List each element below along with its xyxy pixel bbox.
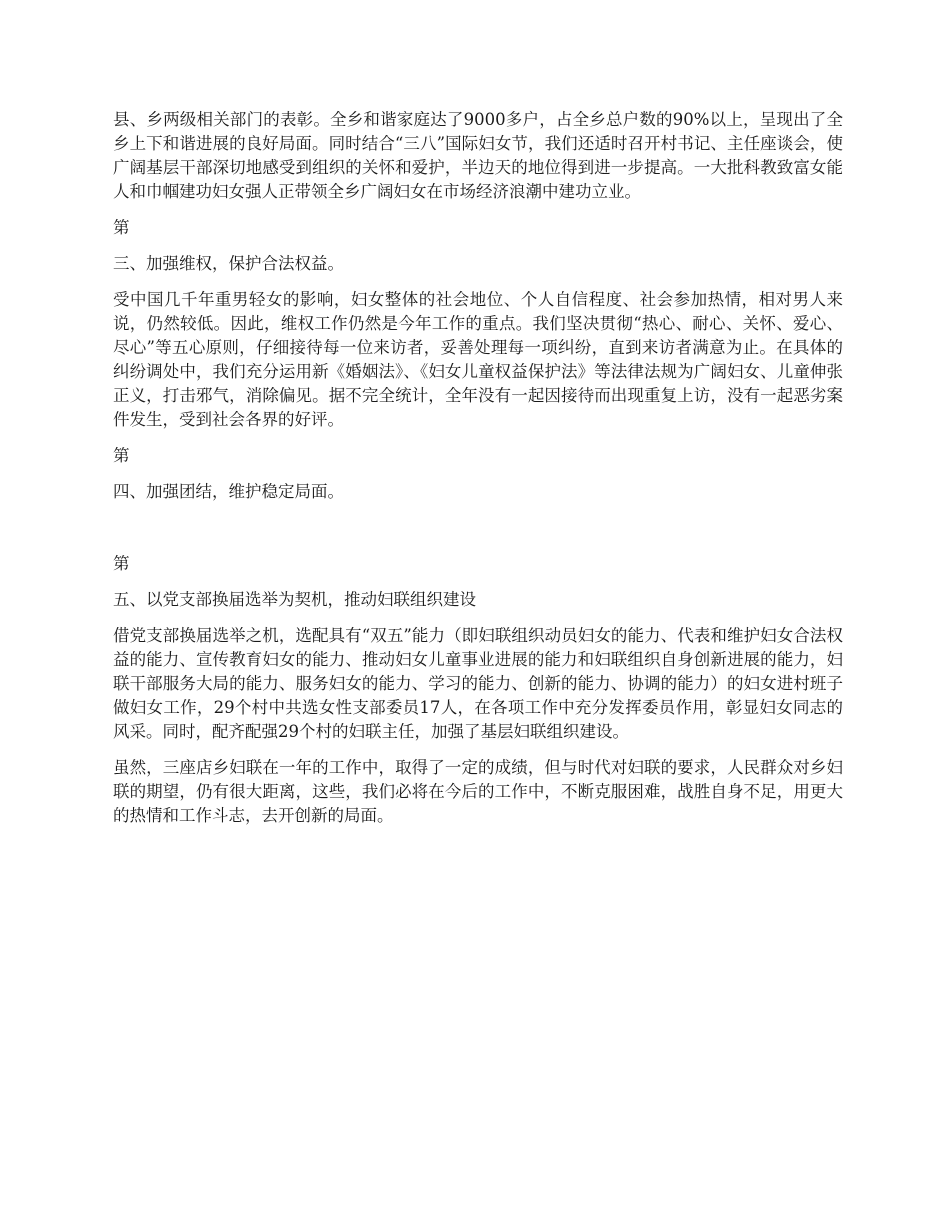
section-marker-3: 第 — [113, 554, 130, 573]
section-heading-3: 三、加强维权，保护合法权益。 — [113, 254, 344, 273]
section-marker-2: 第 — [113, 446, 130, 465]
section-heading-4: 四、加强团结，维护稳定局面。 — [113, 482, 344, 501]
paragraph-1: 县、乡两级相关部门的表彰。全乡和谐家庭达了9000多户，占全乡总户数的90%以上，呈现出了全乡上下和谐进展的良好局面。同时结合“三八”国际妇女节，我们还适时召开村书记、主任座谈会，使广阔基层干部深切地感受到组织的关怀和爱护，半边天的地位得到进一步提高。一大批科教致富女能人和巾帼建功妇女强人正带领全乡广阔妇女在市场经济浪潮中建功立业。 — [113, 110, 843, 201]
paragraph-3: 借党支部换届选举之机，选配具有“双五”能力（即妇联组织动员妇女的能力、代表和维护妇女合法权益的能力、宣传教育妇女的能力、推动妇女儿童事业进展的能力和妇联组织自身创新进展的能力，妇联干部服务大局的能力、服务妇女的能力、学习的能力、创新的能力、协调的能力）的妇女进村班子做妇女工作，29个村中共选女性支部委员17人，在各项工作中充分发挥委员作用，彰显妇女同志的风采。同时，配齐配强29个村的妇联主任，加强了基层妇联组织建设。 — [113, 626, 843, 741]
paragraph-4: 虽然，三座店乡妇联在一年的工作中，取得了一定的成绩，但与时代对妇联的要求，人民群众对乡妇联的期望，仍有很大距离，这些，我们必将在今后的工作中，不断克服困难，战胜自身不足，用更大的热情和工作斗志，去开创新的局面。 — [113, 758, 843, 825]
blank-space — [113, 516, 843, 552]
document-page — [113, 108, 843, 840]
section-marker-1: 第 — [113, 218, 130, 237]
section-heading-5: 五、以党支部换届选举为契机，推动妇联组织建设 — [113, 590, 476, 609]
paragraph-2: 受中国几千年重男轻女的影响，妇女整体的社会地位、个人自信程度、社会参加热情，相对男人来说，仍然较低。因此，维权工作仍然是今年工作的重点。我们坚决贯彻“热心、耐心、关怀、爱心、尽心”等五心原则，仔细接待每一位来访者，妥善处理每一项纠纷，直到来访者满意为止。在具体的纠纷调处中，我们充分运用新《婚姻法》、《妇女儿童权益保护法》等法律法规为广阔妇女、儿童伸张正义，打击邪气，消除偏见。据不完全统计，全年没有一起因接待而出现重复上访，没有一起恶劣案件发生，受到社会各界的好评。 — [113, 290, 843, 429]
